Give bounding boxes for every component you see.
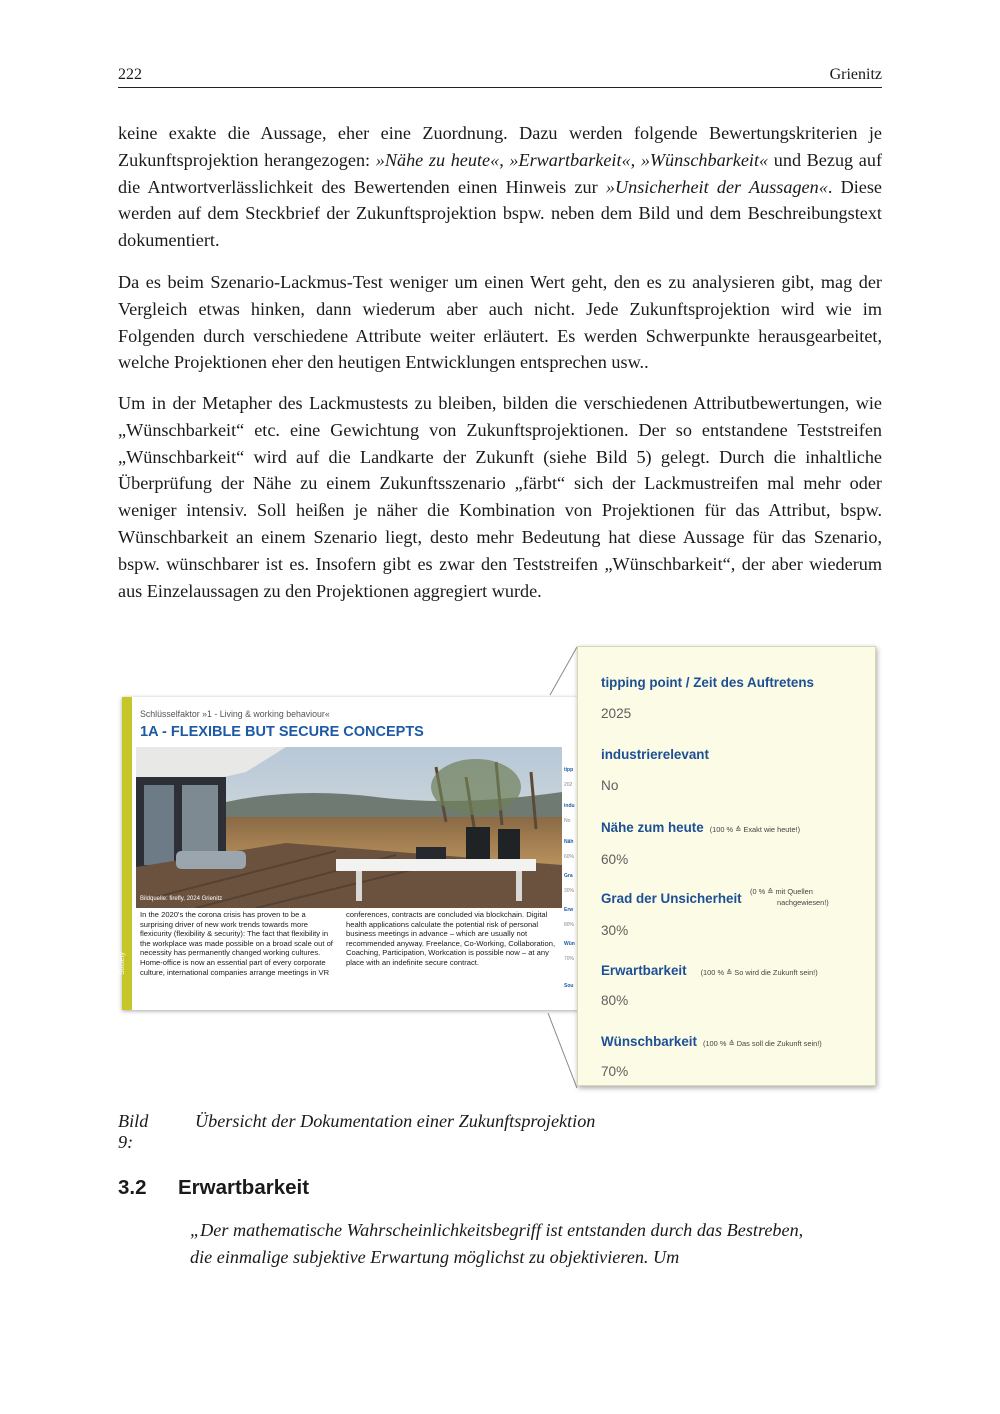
running-header-author: Grienitz: [829, 66, 882, 83]
uncertainty-label: Grad der Unsicherheit: [601, 891, 742, 906]
paragraph-3: Um in der Metapher des Lackmustests zu bleiben, bilden die verschiedenen Attributbewertungen, wie „Wünschbarkeit“ etc. eine Gewichtung von Zukunftsprojektionen. Der so entstandene Teststreifen „Wünschbarkeit“ wird auf die Landkarte der Zukunft (siehe Bild 5) gelegt. Durch die inhaltliche Überprüfung der Nähe zu einem Zukunftsszenario „färbt“ sich der Lackmustreifen mal mehr oder weniger intensiv. Soll heißen je näher die Kombination von Projektionen für das Attribut, bspw. Wünschbarkeit an einem Szenario liegt, desto mehr Bedeutung hat diese Aussage für das Szenario, bspw. wünschbarer ist es. Insofern gibt es zwar den Teststreifen „Wünschbarkeit“, der aber wiederum aus Einzelaussagen zu den Projektionen aggregiert wurde.: [118, 393, 882, 601]
criteria-emphasis: »Nähe zu heute«, »Erwartbarkeit«, »Wünschbarkeit«: [375, 149, 769, 170]
expectability-hint: (100 % ≙ So wird die Zukunft sein!): [700, 968, 818, 977]
uncertainty-hint-line-2: nachgewiesen!): [777, 898, 829, 907]
side-label: tipp: [564, 767, 574, 773]
side-value: 80%: [564, 922, 575, 928]
tipping-point-label: tipping point / Zeit des Auftretens: [601, 675, 815, 690]
paragraph-2: Da es beim Szenario-Lackmus-Test weniger um einen Wert geht, den es zu analysieren gibt, mag der Vergleich etwas hinken, dann wiederum aber auch nicht. Jede Zukunftsprojektion wird wie im Folgenden durch verschiedene Attribute weiter erläutert. Es werden Schwerpunkte herausgearbeitet, welche Projektionen eher den heutigen Entwicklungen entsprechen usw..: [118, 272, 882, 373]
photo-credit: Bildquelle: firefly, 2024 Grienitz: [140, 896, 223, 902]
uncertainty-emphasis: »Unsicherheit der Aussagen«: [605, 176, 828, 197]
side-label: indu: [564, 803, 575, 809]
industry-relevance-label: industrierelevant: [601, 747, 709, 762]
uncertainty-value: 30%: [601, 923, 629, 938]
tipping-point-value: 2025: [601, 706, 632, 721]
industry-relevance-value: No: [601, 778, 619, 793]
nearness-today-label: Nähe zum heute (100 % ≙ Exakt wie heute!): [601, 820, 801, 835]
expectability-label: Erwartbarkeit (100 % ≙ So wird die Zukunft sein!): [601, 963, 818, 978]
desirability-label: Wünschbarkeit (100 % ≙ Das soll die Zukunft sein!): [601, 1034, 822, 1049]
figure-caption-text: Übersicht der Dokumentation einer Zukunftsprojektion: [195, 1111, 596, 1131]
side-value: 30%: [564, 888, 575, 894]
side-label: Erw: [564, 907, 574, 913]
block-quote: „Der mathematische Wahrscheinlichkeitsbegriff ist entstanden durch das Bestreben, die einmalige subjektive Erwartung möglichst zu objektivieren. Um: [190, 1220, 804, 1267]
paragraph-1: keine exakte die Aussage, eher eine Zuordnung. Dazu werden folgende Bewertungskriterien je Zukunftsprojektion herangezogen: »Nähe zu heute«, »Erwartbarkeit«, »Wünschbarkeit« und Bezug auf die Antwortverlässlichkeit des Bewertenden einen Hinweis zur »Unsicherheit der Aussagen«. Diese werden auf dem Steckbrief der Zukunftsprojektion bspw. neben dem Bild und dem Beschreibungstext dokumentiert.: [118, 123, 883, 251]
side-value: 202: [564, 782, 573, 788]
expectability-value: 80%: [601, 993, 629, 1008]
side-value: 60%: [564, 854, 575, 860]
projection-profile-card: [119, 697, 578, 1010]
section-title: Erwartbarkeit: [178, 1176, 310, 1199]
description-column-2: conferences, contracts are concluded via blockchain. Digital health applications calculate the potential risk of personal business meetings in advance – which are usually not recommended anyway. Freelance, Co-Working, Collaboration, Coaching, Participation, Workcation is possible now – at any place with an indefinite secure contract.: [346, 910, 556, 967]
projection-title: 1A - FLEXIBLE BUT SECURE CONCEPTS: [140, 724, 424, 740]
side-value: 70%: [564, 956, 575, 962]
uncertainty-hint-line-1: (0 % ≙ mit Quellen: [750, 887, 813, 896]
page-number: 222: [118, 66, 142, 83]
header-rule: [118, 87, 882, 88]
attribute-zoom-panel: [577, 646, 876, 1086]
side-label: Näh: [564, 839, 574, 845]
nearness-today-hint: (100 % ≙ Exakt wie heute!): [709, 825, 801, 834]
side-label: Sou: [564, 983, 574, 989]
projection-photo: [136, 747, 562, 908]
key-factor-label: Schlüsselfaktor »1 - Living & working behaviour«: [140, 709, 330, 719]
side-value: No: [564, 818, 571, 824]
desirability-hint: (100 % ≙ Das soll die Zukunft sein!): [702, 1039, 822, 1048]
section-number: 3.2: [118, 1176, 147, 1199]
description-column-1: In the 2020's the corona crisis has proven to be a surprising driver of new work trends towards more flexicurity (flexibility & security): The fact that flexibility in the workplace was made possible on a broad scale out of necessity has permanently changed working cultures. Home-office is now an essential part of every corporate culture, international companies arrange meetings in VR: [140, 910, 333, 977]
desirability-value: 70%: [601, 1064, 629, 1079]
category-strip-label: Society: [119, 952, 126, 975]
side-label: Wün: [564, 941, 575, 947]
side-label: Gra: [564, 873, 573, 879]
figure-caption-number: Bild 9:: [118, 1111, 149, 1152]
nearness-today-value: 60%: [601, 852, 629, 867]
